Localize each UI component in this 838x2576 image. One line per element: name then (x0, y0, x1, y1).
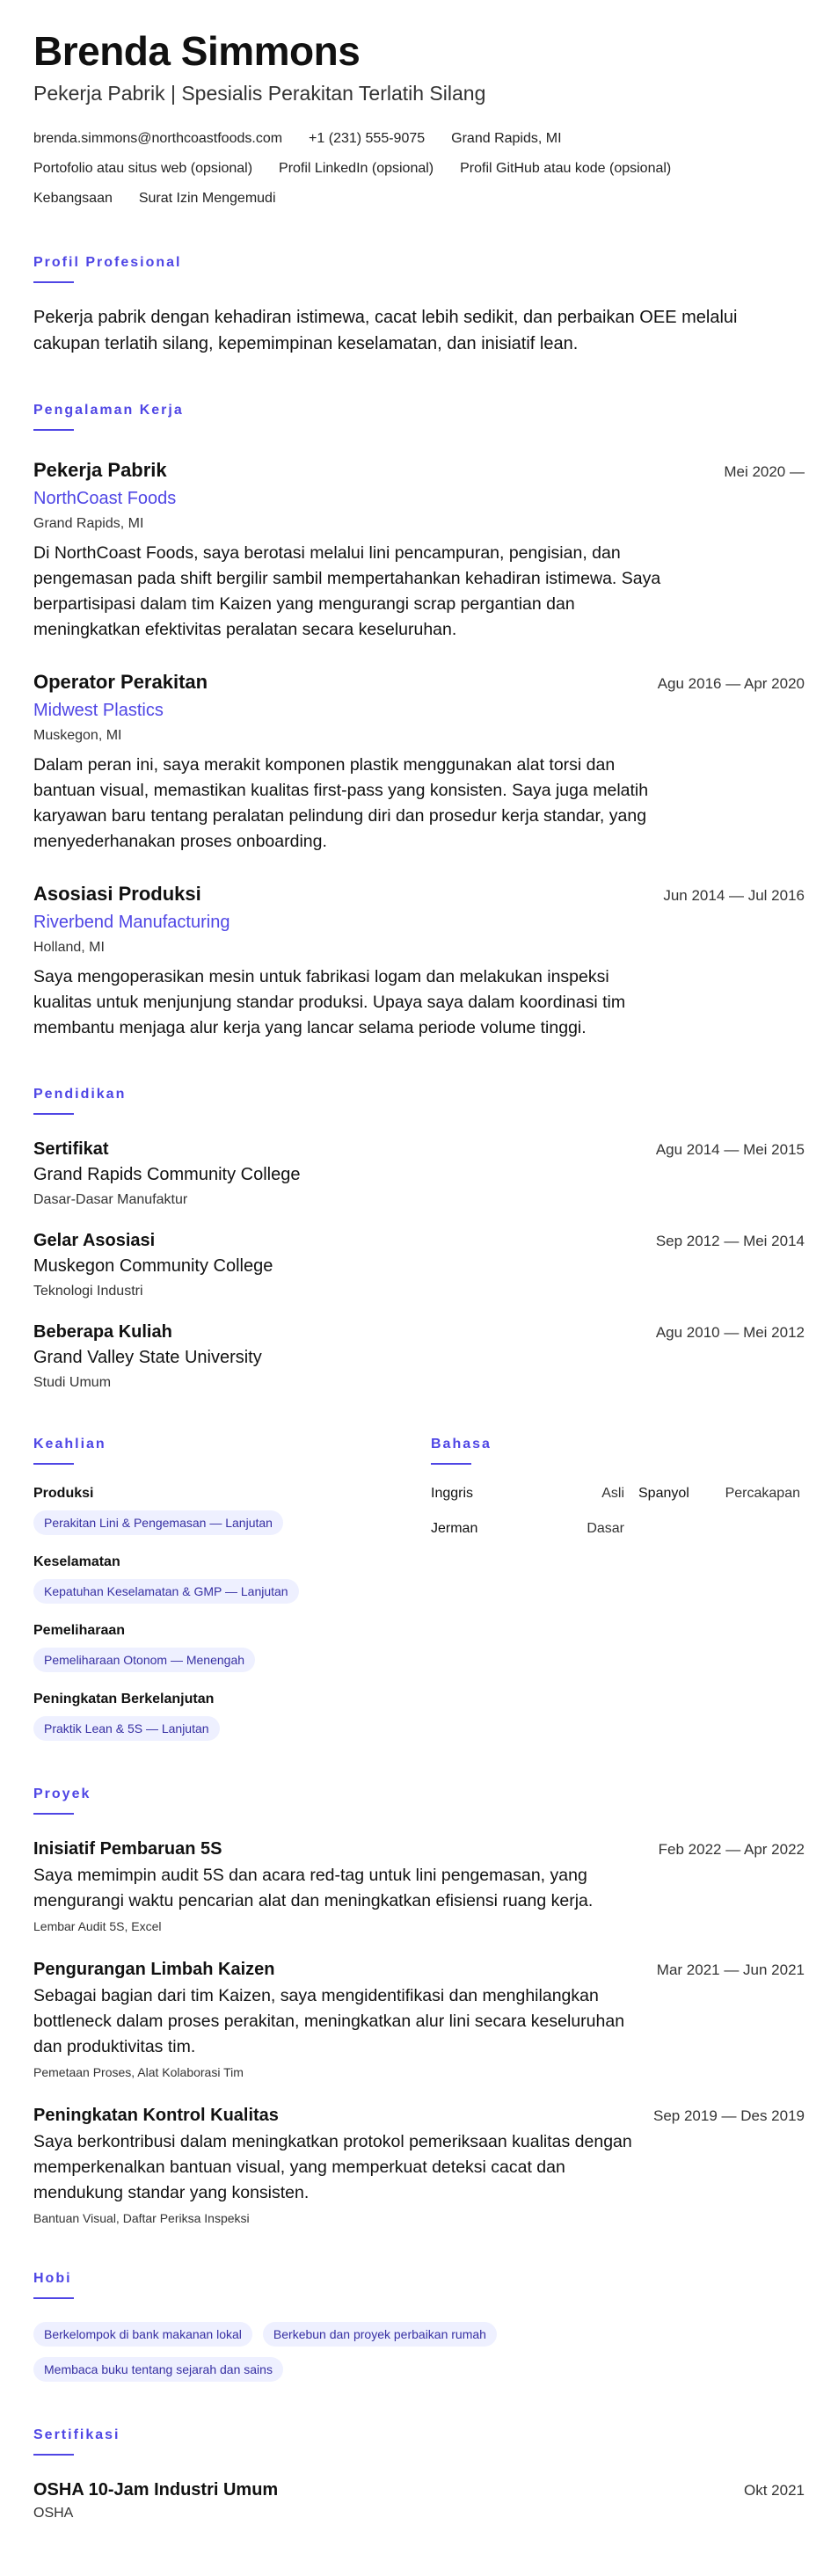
skill-chip: Kepatuhan Keselamatan & GMP — Lanjutan (33, 1579, 299, 1604)
section-divider (33, 2297, 74, 2299)
nationality-label: Kebangsaan (33, 190, 113, 206)
education-date: Sep 2012 — Mei 2014 (655, 1232, 805, 1249)
education-entry (33, 1322, 805, 1391)
skill-group (33, 1623, 431, 1672)
section-title: Pengalaman Kerja (33, 402, 184, 418)
candidate-headline: Pekerja Pabrik | Spesialis Perakitan Terlatih Silang (33, 81, 486, 105)
section-divider (33, 429, 74, 431)
extra-info-row (33, 188, 805, 209)
project-date: Mar 2021 — Jun 2021 (656, 1961, 805, 1978)
project-entry (33, 2106, 805, 2225)
hobbies-section (33, 2271, 805, 2382)
section-divider (33, 281, 74, 283)
school-name: Grand Valley State University (33, 1347, 262, 1367)
field-of-study: Dasar-Dasar Manufaktur (33, 1191, 188, 1207)
hobby-list (33, 2311, 579, 2382)
section-divider (33, 1463, 74, 1465)
portfolio-link[interactable]: Portofolio atau situs web (opsional) (33, 160, 253, 176)
project-name: Inisiatif Pembaruan 5S (33, 1838, 222, 1859)
job-location: Holland, MI (33, 939, 105, 955)
project-date: Feb 2022 — Apr 2022 (658, 1840, 805, 1858)
skill-group (33, 1486, 431, 1535)
job-date: Jun 2014 — Jul 2016 (663, 886, 805, 904)
section-title: Hobi (33, 2270, 72, 2286)
degree-title: Sertifikat (33, 1139, 109, 1159)
skill-chip: Pemeliharaan Otonom — Menengah (33, 1648, 255, 1672)
experience-entry (33, 459, 805, 643)
certification-entry (33, 2480, 805, 2521)
job-title: Asosiasi Produksi (33, 882, 201, 905)
experience-section (33, 403, 805, 1041)
skill-category: Pemeliharaan (33, 1622, 126, 1638)
certifications-section (33, 2427, 805, 2521)
skill-chip: Praktik Lean & 5S — Lanjutan (33, 1716, 220, 1741)
job-title: Operator Perakitan (33, 670, 208, 693)
experience-entry (33, 671, 805, 855)
contact-email[interactable]: brenda.simmons@northcoastfoods.com (33, 130, 283, 146)
contact-phone[interactable]: +1 (231) 555-9075 (309, 130, 426, 146)
project-entry (33, 1960, 805, 2079)
job-description: Di NorthCoast Foods, saya berotasi melalui lini pencampuran, pengisian, dan pengemasan pada shift bergilir sambil mempertahankan kehadiran istimewa. Saya berpartisipasi dalam tim Kaizen yang mengurangi scrap pergantian dan meningkatkan efektivitas peralatan secara keseluruhan. (33, 542, 661, 639)
contact-city: Grand Rapids, MI (451, 130, 562, 146)
school-name: Grand Rapids Community College (33, 1164, 301, 1184)
section-title: Sertifikasi (33, 2427, 120, 2442)
language-name: Spanyol (638, 1485, 689, 1501)
school-name: Muskegon Community College (33, 1255, 273, 1276)
skill-group (33, 1554, 431, 1604)
degree-title: Gelar Asosiasi (33, 1230, 156, 1250)
resume-header (33, 28, 805, 209)
job-date: Agu 2016 — Apr 2020 (657, 674, 805, 692)
section-title: Profil Profesional (33, 254, 182, 270)
project-description: Sebagai bagian dari tim Kaizen, saya mengidentifikasi dan menghilangkan bottleneck dalam proses perakitan, meningkatkan alur lini secara keseluruhan dan produktivitas tim. (33, 1985, 625, 2056)
github-link[interactable]: Profil GitHub atau kode (opsional) (460, 160, 672, 176)
hobby-chip: Berkebun dan proyek perbaikan rumah (263, 2322, 497, 2347)
company-name: NorthCoast Foods (33, 488, 177, 508)
section-divider (33, 1113, 74, 1115)
hobby-chip: Membaca buku tentang sejarah dan sains (33, 2357, 283, 2382)
job-title: Pekerja Pabrik (33, 458, 167, 481)
certification-name: OSHA 10-Jam Industri Umum (33, 2479, 279, 2500)
profile-summary: Pekerja pabrik dengan kehadiran istimewa, cacat lebih sedikit, dan perbaikan OEE melalui cakupan terlatih silang, kepemimpinan keselamatan, dan inisiatif lean. (33, 307, 738, 353)
project-name: Peningkatan Kontrol Kualitas (33, 2105, 279, 2125)
experience-entry (33, 883, 805, 1041)
project-description: Saya memimpin audit 5S dan acara red-tag untuk lini pengemasan, yang mengurangi waktu pencarian alat dan meningkatkan efisiensi ruang kerja. (33, 1865, 594, 1910)
project-tools: Bantuan Visual, Daftar Periksa Inspeksi (33, 2210, 250, 2225)
links-row (33, 158, 805, 179)
field-of-study: Studi Umum (33, 1374, 112, 1390)
skill-chip: Perakitan Lini & Pengemasan — Lanjutan (33, 1510, 283, 1535)
section-title: Proyek (33, 1786, 91, 1801)
language-level: Asli (601, 1485, 624, 1501)
company-name: Midwest Plastics (33, 700, 164, 720)
job-description: Dalam peran ini, saya merakit komponen plastik menggunakan alat torsi dan bantuan visual, memastikan kualitas first-pass yang konsisten. Saya juga melatih karyawan baru tentang peralatan pelindung diri dan prosedur kerja standar, yang menyederhanakan proses onboarding. (33, 754, 649, 851)
skill-category: Produksi (33, 1485, 94, 1501)
company-name: Riverbend Manufacturing (33, 912, 230, 932)
certification-issuer: OSHA (33, 2505, 74, 2521)
profile-section (33, 255, 805, 357)
education-section (33, 1087, 805, 1391)
project-date: Sep 2019 — Des 2019 (652, 2107, 805, 2124)
field-of-study: Teknologi Industri (33, 1283, 143, 1299)
project-name: Pengurangan Limbah Kaizen (33, 1959, 275, 1979)
section-title: Pendidikan (33, 1086, 127, 1102)
skills-section (33, 1437, 431, 1741)
skills-languages-row (33, 1437, 805, 1741)
job-location: Muskegon, MI (33, 727, 122, 743)
project-tools: Lembar Audit 5S, Excel (33, 1918, 162, 1933)
linkedin-link[interactable]: Profil LinkedIn (opsional) (279, 160, 434, 176)
education-date: Agu 2014 — Mei 2015 (655, 1140, 805, 1158)
job-location: Grand Rapids, MI (33, 515, 144, 531)
hobby-chip: Berkelompok di bank makanan lokal (33, 2322, 252, 2347)
languages-section (431, 1437, 805, 1741)
education-date: Agu 2010 — Mei 2012 (655, 1323, 805, 1341)
language-name: Inggris (431, 1485, 474, 1501)
section-divider (33, 2454, 74, 2456)
section-title: Keahlian (33, 1436, 106, 1452)
contact-row (33, 128, 805, 149)
project-description: Saya berkontribusi dalam meningkatkan protokol pemeriksaan kualitas dengan memperkenalkan bantuan visual, yang memperkuat deteksi cacat dan mendukung standar yang konsisten. (33, 2131, 632, 2202)
job-description: Saya mengoperasikan mesin untuk fabrikasi logam dan melakukan inspeksi kualitas untuk menjunjung standar produksi. Upaya saya dalam koordinasi tim membantu menjaga alur kerja yang lancar selama periode volume tinggi. (33, 966, 626, 1037)
skill-category: Keselamatan (33, 1554, 120, 1569)
candidate-name: Brenda Simmons (33, 28, 361, 74)
skill-category: Peningkatan Berkelanjutan (33, 1691, 215, 1706)
education-entry (33, 1139, 805, 1208)
license-label: Surat Izin Mengemudi (138, 190, 276, 206)
project-entry (33, 1839, 805, 1933)
language-name: Jerman (431, 1520, 478, 1536)
section-title: Bahasa (431, 1436, 492, 1452)
project-tools: Pemetaan Proses, Alat Kolaborasi Tim (33, 2064, 244, 2079)
education-entry (33, 1231, 805, 1299)
language-list (431, 1486, 805, 1537)
degree-title: Beberapa Kuliah (33, 1321, 172, 1342)
language-level: Dasar (587, 1520, 624, 1536)
job-date: Mei 2020 — (724, 462, 805, 480)
section-divider (431, 1463, 471, 1465)
language-level: Percakapan (725, 1485, 800, 1501)
section-divider (33, 1813, 74, 1815)
skill-group (33, 1692, 431, 1741)
certification-date: Okt 2021 (744, 2481, 805, 2499)
projects-section (33, 1786, 805, 2225)
